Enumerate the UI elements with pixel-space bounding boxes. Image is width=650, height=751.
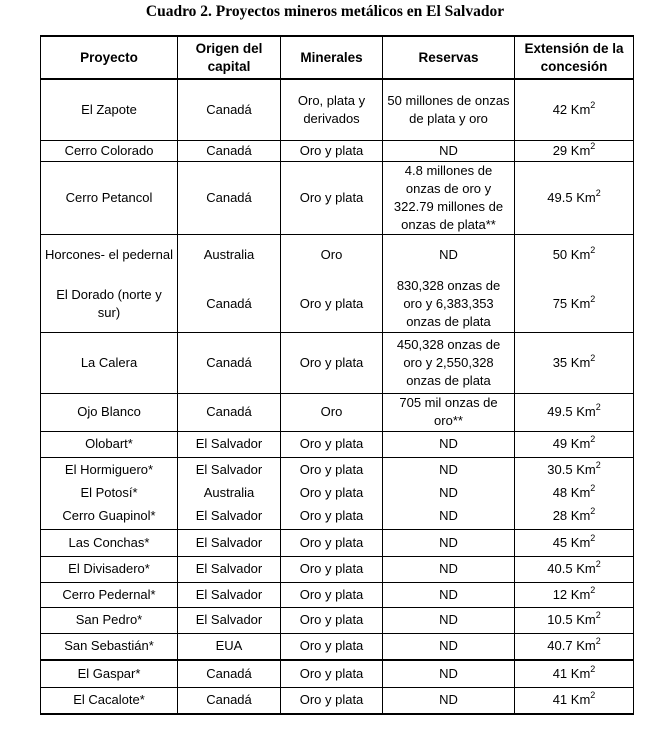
table-row xyxy=(41,529,634,556)
extension-value: 40.7 xyxy=(547,638,573,654)
cell-proyecto: San Pedro* xyxy=(41,607,178,633)
extension-value: 75 xyxy=(552,295,568,311)
unit-km: Km xyxy=(570,534,591,550)
table-row xyxy=(41,276,634,332)
cell-minerales: Oro y plata xyxy=(281,276,383,332)
extension-value: 12 xyxy=(552,586,568,602)
cell-reservas: ND xyxy=(383,633,515,660)
unit-km: Km xyxy=(570,295,591,311)
cell-origen: Australia xyxy=(178,234,281,276)
cell-origen: EUA xyxy=(178,633,281,660)
cell-minerales: Oro y plata xyxy=(281,431,383,457)
cell-minerales: Oro y plata xyxy=(281,660,383,687)
header-proyecto: Proyecto xyxy=(41,36,178,79)
mining-projects-table xyxy=(40,35,634,715)
unit-km: Km xyxy=(576,612,596,627)
cell-reservas: ND xyxy=(383,687,515,714)
cell-reservas: ND xyxy=(383,556,515,582)
cell-extension xyxy=(515,633,634,660)
cell-minerales: Oro y plata xyxy=(281,482,383,503)
table-row xyxy=(41,431,634,457)
cell-proyecto: El Zapote xyxy=(41,79,178,140)
cell-origen: Australia xyxy=(178,482,281,503)
unit-km: Km xyxy=(576,638,596,654)
cell-minerales: Oro y plata xyxy=(281,140,383,161)
cell-origen: El Salvador xyxy=(178,607,281,633)
unit-km: Km xyxy=(570,484,591,500)
header-minerales: Minerales xyxy=(281,36,383,79)
cell-minerales: Oro y plata xyxy=(281,332,383,393)
unit-exponent: 2 xyxy=(590,293,596,304)
cell-extension xyxy=(515,503,634,529)
table-row xyxy=(41,633,634,660)
extension-value: 28 xyxy=(552,507,568,523)
cell-origen: Canadá xyxy=(178,332,281,393)
cell-minerales: Oro y plata xyxy=(281,529,383,556)
cell-reservas: ND xyxy=(383,482,515,503)
table-row xyxy=(41,687,634,714)
cell-proyecto: La Calera xyxy=(41,332,178,393)
table-row xyxy=(41,140,634,161)
header-origen: Origen del capital xyxy=(178,36,281,79)
cell-origen: El Salvador xyxy=(178,431,281,457)
extension-value: 50 xyxy=(552,247,568,263)
cell-reservas: ND xyxy=(383,660,515,687)
cell-origen: El Salvador xyxy=(178,582,281,607)
cell-minerales: Oro y plata xyxy=(281,161,383,234)
unit-exponent: 2 xyxy=(595,459,601,470)
cell-reservas: ND xyxy=(383,431,515,457)
cell-reservas: 50 millones de onzas de plata y oro xyxy=(383,79,515,140)
cell-minerales: Oro y plata xyxy=(281,503,383,529)
cell-origen: El Salvador xyxy=(178,529,281,556)
cell-extension xyxy=(515,687,634,714)
cell-extension xyxy=(515,457,634,482)
unit-km: Km xyxy=(576,561,596,576)
cell-proyecto: El Divisadero* xyxy=(41,556,178,582)
cell-minerales: Oro y plata xyxy=(281,582,383,607)
cell-extension xyxy=(515,660,634,687)
cell-origen: Canadá xyxy=(178,161,281,234)
table-row xyxy=(41,582,634,607)
unit-exponent: 2 xyxy=(590,663,596,674)
table-row xyxy=(41,332,634,393)
unit-km: Km xyxy=(570,665,591,681)
unit-exponent: 2 xyxy=(595,610,601,620)
table-row xyxy=(41,161,634,234)
extension-value: 41 xyxy=(552,665,568,681)
cell-extension xyxy=(515,431,634,457)
cell-origen: Canadá xyxy=(178,393,281,431)
unit-exponent: 2 xyxy=(595,402,601,412)
extension-value: 40.5 xyxy=(547,561,573,576)
cell-origen: Canadá xyxy=(178,660,281,687)
cell-proyecto: Cerro Guapinol* xyxy=(41,503,178,529)
unit-km: Km xyxy=(576,189,596,205)
table-row xyxy=(41,234,634,276)
table-row xyxy=(41,660,634,687)
cell-minerales: Oro xyxy=(281,234,383,276)
cell-minerales: Oro y plata xyxy=(281,556,383,582)
unit-exponent: 2 xyxy=(595,559,601,569)
unit-km: Km xyxy=(570,354,591,370)
table-row xyxy=(41,503,634,529)
cell-reservas: 705 mil onzas de oro** xyxy=(383,393,515,431)
table-row xyxy=(41,393,634,431)
extension-value: 29 xyxy=(552,142,568,158)
extension-value: 42 xyxy=(552,101,568,117)
cell-reservas: ND xyxy=(383,140,515,161)
table-row xyxy=(41,79,634,140)
unit-km: Km xyxy=(570,507,591,523)
table-row xyxy=(41,556,634,582)
table-row xyxy=(41,482,634,503)
cell-origen: Canadá xyxy=(178,79,281,140)
extension-value: 41 xyxy=(552,692,568,708)
cell-proyecto: Cerro Petancol xyxy=(41,161,178,234)
extension-value: 35 xyxy=(552,354,568,370)
cell-minerales: Oro y plata xyxy=(281,633,383,660)
cell-minerales: Oro y plata xyxy=(281,607,383,633)
extension-value: 45 xyxy=(552,534,568,550)
unit-exponent: 2 xyxy=(590,584,596,595)
cell-extension xyxy=(515,234,634,276)
cell-proyecto: El Potosí* xyxy=(41,482,178,503)
extension-value: 49 xyxy=(552,436,568,451)
cell-reservas: ND xyxy=(383,607,515,633)
cell-proyecto: Cerro Colorado xyxy=(41,140,178,161)
unit-km: Km xyxy=(570,247,591,263)
unit-km: Km xyxy=(570,101,591,117)
cell-reservas: 450,328 onzas de oro y 2,550,328 onzas de plata xyxy=(383,332,515,393)
table-header xyxy=(41,36,634,79)
cell-reservas: ND xyxy=(383,457,515,482)
cell-extension xyxy=(515,79,634,140)
unit-km: Km xyxy=(570,586,591,602)
cell-proyecto: San Sebastián* xyxy=(41,633,178,660)
cell-extension xyxy=(515,529,634,556)
cell-proyecto: Horcones- el pedernal xyxy=(41,234,178,276)
cell-minerales: Oro xyxy=(281,393,383,431)
unit-exponent: 2 xyxy=(595,636,601,647)
unit-exponent: 2 xyxy=(595,187,601,198)
extension-value: 30.5 xyxy=(547,461,573,477)
unit-exponent: 2 xyxy=(590,434,596,444)
cell-proyecto: El Dorado (norte y sur) xyxy=(41,276,178,332)
cell-origen: Canadá xyxy=(178,687,281,714)
cell-origen: El Salvador xyxy=(178,556,281,582)
cell-proyecto: Las Conchas* xyxy=(41,529,178,556)
cell-extension xyxy=(515,393,634,431)
table-title: Cuadro 2. Proyectos mineros metálicos en El Salvador xyxy=(145,3,505,20)
cell-extension xyxy=(515,607,634,633)
cell-minerales: Oro y plata xyxy=(281,457,383,482)
cell-reservas: 830,328 onzas de oro y 6,383,353 onzas de plata xyxy=(383,276,515,332)
unit-km: Km xyxy=(576,404,596,419)
unit-exponent: 2 xyxy=(590,352,596,363)
unit-km: Km xyxy=(576,461,596,477)
unit-exponent: 2 xyxy=(590,690,596,701)
header-row xyxy=(41,36,634,79)
unit-km: Km xyxy=(570,692,591,708)
unit-exponent: 2 xyxy=(590,140,596,151)
unit-exponent: 2 xyxy=(590,532,596,543)
cell-proyecto: El Hormiguero* xyxy=(41,457,178,482)
unit-exponent: 2 xyxy=(590,99,596,110)
cell-extension xyxy=(515,332,634,393)
unit-km: Km xyxy=(570,436,591,451)
header-reservas: Reservas xyxy=(383,36,515,79)
extension-value: 49.5 xyxy=(547,404,573,419)
cell-reservas: ND xyxy=(383,529,515,556)
table-row xyxy=(41,607,634,633)
cell-proyecto: Cerro Pedernal* xyxy=(41,582,178,607)
cell-reservas: ND xyxy=(383,582,515,607)
cell-reservas: ND xyxy=(383,234,515,276)
cell-origen: Canadá xyxy=(178,140,281,161)
header-extension: Extensión de la concesión xyxy=(515,36,634,79)
unit-km: Km xyxy=(570,142,591,158)
cell-origen: El Salvador xyxy=(178,457,281,482)
extension-value: 10.5 xyxy=(547,612,573,627)
unit-exponent: 2 xyxy=(590,245,596,256)
cell-reservas: 4.8 millones de onzas de oro y 322.79 millones de onzas de plata** xyxy=(383,161,515,234)
unit-exponent: 2 xyxy=(590,482,596,493)
unit-exponent: 2 xyxy=(590,505,596,516)
cell-proyecto: Ojo Blanco xyxy=(41,393,178,431)
cell-proyecto: Olobart* xyxy=(41,431,178,457)
cell-extension xyxy=(515,482,634,503)
extension-value: 49.5 xyxy=(547,189,573,205)
cell-extension xyxy=(515,276,634,332)
cell-proyecto: El Cacalote* xyxy=(41,687,178,714)
cell-origen: Canadá xyxy=(178,276,281,332)
cell-proyecto: El Gaspar* xyxy=(41,660,178,687)
cell-extension xyxy=(515,161,634,234)
cell-extension xyxy=(515,140,634,161)
table-row xyxy=(41,457,634,482)
cell-reservas: ND xyxy=(383,503,515,529)
cell-origen: El Salvador xyxy=(178,503,281,529)
cell-extension xyxy=(515,556,634,582)
extension-value: 48 xyxy=(552,484,568,500)
table-body xyxy=(41,79,634,714)
cell-minerales: Oro, plata y derivados xyxy=(281,79,383,140)
cell-minerales: Oro y plata xyxy=(281,687,383,714)
cell-extension xyxy=(515,582,634,607)
